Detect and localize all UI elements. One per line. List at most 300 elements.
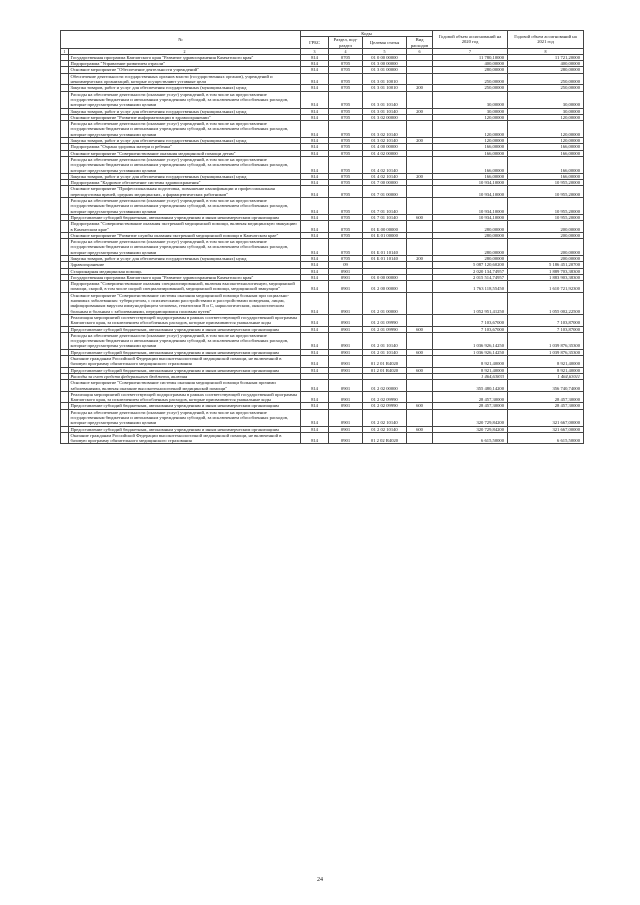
row-target-cell: 01 7 01 10140 — [363, 198, 407, 215]
row-name-cell: Основное мероприятие "Профессиональная подготовка, повышение квалификации и профессиональная переподготовка врачей, средних медицинских, а фармацевтических работников" — [69, 186, 301, 198]
row-2020-cell: 10 934,10000 — [433, 214, 508, 220]
row-name-cell: Здравоохранение — [69, 262, 301, 268]
row-2020-cell: 10 934,10000 — [433, 180, 508, 186]
row-2021-cell: 7 103,87000 — [508, 314, 584, 326]
row-vid-cell: 600 — [407, 214, 433, 220]
row-target-cell: 01 3 01 10010 — [363, 73, 407, 85]
row-vid-cell — [407, 432, 433, 444]
row-target-cell: 01 2 02 R4020 — [363, 432, 407, 444]
row-index-cell — [61, 91, 69, 108]
row-vid-cell — [407, 391, 433, 403]
row-razdel-cell: 0705 — [329, 221, 363, 233]
row-2021-cell: 321 667,00000 — [508, 426, 584, 432]
row-grbs-cell: 814 — [301, 239, 329, 256]
row-index-cell — [61, 314, 69, 326]
row-2020-cell: 250,00000 — [433, 85, 508, 91]
row-grbs-cell: 814 — [301, 274, 329, 280]
row-vid-cell — [407, 409, 433, 426]
row-razdel-cell: 0901 — [329, 274, 363, 280]
row-vid-cell — [407, 91, 433, 108]
row-2021-cell: 250,00000 — [508, 73, 584, 85]
row-target-cell: 01 3 00 00000 — [363, 61, 407, 67]
row-2020-cell: 30,00000 — [433, 108, 508, 114]
row-target-cell: 01 0 00 00000 — [363, 54, 407, 60]
row-grbs-cell: 814 — [301, 114, 329, 120]
row-name-cell: Расходы на обеспечение деятельности (оказание услуг) учреждений, в том числе на предоставление государственным бюджетным и автономным учреждениям субсидий, за исключением обособленных расходов, которые предусмотрены уставными целями — [69, 332, 301, 349]
row-target-cell: 01 4 00 00000 — [363, 144, 407, 150]
row-grbs-cell: 814 — [301, 409, 329, 426]
row-target-cell: 01 7 00 00000 — [363, 180, 407, 186]
row-razdel-cell: 0705 — [329, 54, 363, 60]
row-target-cell: 01 0 00 00000 — [363, 274, 407, 280]
row-2020-cell: 320 729,84200 — [433, 409, 508, 426]
row-name-cell: Закупка товаров, работ и услуг для обеспечения государственных (муниципальных) нужд — [69, 85, 301, 91]
row-grbs-cell: 814 — [301, 54, 329, 60]
col-number: 1 — [61, 48, 69, 54]
row-razdel-cell: 0705 — [329, 156, 363, 173]
row-target-cell: 01 3 02 10140 — [363, 138, 407, 144]
row-2020-cell: 120,00000 — [433, 114, 508, 120]
row-razdel-cell: 0705 — [329, 114, 363, 120]
row-name-cell: Расходы за счет средств федерального бюджета, включая — [69, 373, 301, 379]
row-vid-cell — [407, 221, 433, 233]
row-name-cell: Закупка товаров, работ и услуг для обеспечения государственных (муниципальных) нужд — [69, 173, 301, 179]
row-index-cell — [61, 292, 69, 314]
row-name-cell: Предоставление субсидий бюджетным, автономным учреждениям и иным некоммерческим организациям — [69, 214, 301, 220]
row-razdel-cell: 0705 — [329, 144, 363, 150]
table-row — [61, 221, 584, 233]
row-name-cell: Предоставление субсидий бюджетным, автономным учреждениям и иным некоммерческим организациям — [69, 326, 301, 332]
table-row — [61, 332, 584, 349]
row-grbs-cell: 814 — [301, 426, 329, 432]
row-name-cell: Расходы на обеспечение деятельности (оказание услуг) учреждений, в том числе на предоставление государственным бюджетным и автономным учреждениям субсидий, за исключением обособленных расходов, которые предусмотрены уставными целями — [69, 121, 301, 138]
row-grbs-cell: 814 — [301, 262, 329, 268]
row-target-cell: 01 3 01 10140 — [363, 91, 407, 108]
row-2021-cell: 200,00000 — [508, 239, 584, 256]
row-2021-cell: 200,00000 — [508, 255, 584, 261]
row-2021-cell: 6 615,50000 — [508, 432, 584, 444]
row-name-cell: Подпрограмма "Совершенствование оказания экстренной медицинской помощи, включая медицинскую эвакуацию в Камчатском крае" — [69, 221, 301, 233]
col-number: 6 — [407, 48, 433, 54]
row-grbs-cell: 814 — [301, 150, 329, 156]
row-target-cell: 01 2 01 R4020 — [363, 356, 407, 368]
row-vid-cell: 600 — [407, 403, 433, 409]
row-index-cell — [61, 281, 69, 293]
row-razdel-cell: 0901 — [329, 332, 363, 349]
row-razdel-cell: 0705 — [329, 91, 363, 108]
row-2021-cell: 11 721,20000 — [508, 54, 584, 60]
row-2021-cell: 400,00000 — [508, 61, 584, 67]
row-2020-cell: 1 036 926,14250 — [433, 332, 508, 349]
row-target-cell: 01 2 01 09990 — [363, 326, 407, 332]
row-razdel-cell: 0705 — [329, 180, 363, 186]
row-razdel-cell: 0901 — [329, 326, 363, 332]
row-vid-cell: 200 — [407, 108, 433, 114]
table-row — [61, 391, 584, 403]
row-grbs-cell: 814 — [301, 156, 329, 173]
row-2021-cell: 10 955,20000 — [508, 186, 584, 198]
row-grbs-cell: 814 — [301, 391, 329, 403]
row-vid-cell: 200 — [407, 255, 433, 261]
table-row — [61, 380, 584, 392]
row-2021-cell: 166,00000 — [508, 156, 584, 173]
row-grbs-cell: 814 — [301, 314, 329, 326]
row-razdel-cell: 0705 — [329, 232, 363, 238]
row-name-cell: Реализация мероприятий соответствующей подпрограммы в рамках соответствующей государственной программы Камчатского края, за исключением обособленных расходов, которые присваиваются уникальные коды — [69, 391, 301, 403]
row-index-cell — [61, 221, 69, 233]
row-grbs-cell: 814 — [301, 281, 329, 293]
row-grbs-cell: 814 — [301, 85, 329, 91]
row-2020-cell: 7 103,67000 — [433, 314, 508, 326]
row-name-cell: Подпрограмма "Управление развитием отрасли" — [69, 61, 301, 67]
table-row — [61, 432, 584, 444]
row-name-cell: Основное мероприятие "Обеспечение деятельности учреждений" — [69, 67, 301, 73]
row-grbs-cell: 814 — [301, 356, 329, 368]
row-2021-cell: 321 667,00000 — [508, 409, 584, 426]
table-row — [61, 409, 584, 426]
header-vol-2021: Годовой объем ассигнований на 2021 год — [508, 31, 584, 49]
row-index-cell — [61, 332, 69, 349]
row-name-cell: Государственная программа Камчатского края "Развитие здравоохранения Камчатского края" — [69, 54, 301, 60]
table-row — [61, 292, 584, 314]
row-razdel-cell: 0705 — [329, 67, 363, 73]
row-2021-cell: 200,00000 — [508, 232, 584, 238]
header-razdel: Раздел, под-раздел — [329, 37, 363, 49]
row-2021-cell: 120,00000 — [508, 138, 584, 144]
row-razdel-cell: 0901 — [329, 367, 363, 373]
row-target-cell: 01 Б 00 00000 — [363, 221, 407, 233]
row-vid-cell — [407, 380, 433, 392]
row-2021-cell: 8 921,40000 — [508, 367, 584, 373]
row-vid-cell — [407, 198, 433, 215]
row-name-cell: Подпрограмма "Совершенствование оказания специализированной, включая высокотехнологичную, медицинской помощи, скорой, в том числе скорой специализированной, медицинской помощи, медицинской эвакуации" — [69, 281, 301, 293]
row-2020-cell: 30,00000 — [433, 91, 508, 108]
row-vid-cell: 200 — [407, 138, 433, 144]
row-name-cell: Оказание гражданам Российской Федерации высокотехнологичной медицинской помощи, не включенной в базовую программу обязательного медицинского страхования — [69, 432, 301, 444]
row-vid-cell — [407, 156, 433, 173]
table-row — [61, 121, 584, 138]
row-grbs-cell: 814 — [301, 67, 329, 73]
col-number: 5 — [363, 48, 407, 54]
row-grbs-cell: 814 — [301, 180, 329, 186]
row-2020-cell: 1 763 118,55450 — [433, 281, 508, 293]
row-name-cell: Подпрограмма "Охрана здоровья матери и ребенка" — [69, 144, 301, 150]
row-grbs-cell: 814 — [301, 198, 329, 215]
row-grbs-cell: 814 — [301, 403, 329, 409]
row-2020-cell: 11 780,10000 — [433, 54, 508, 60]
row-2020-cell: 280,00000 — [433, 221, 508, 233]
row-2021-cell: 1 039 876,35300 — [508, 349, 584, 355]
row-2021-cell: 28 457,30000 — [508, 391, 584, 403]
row-name-cell: Расходы на обеспечение деятельности (оказание услуг) учреждений, в том числе на предоставление государственным бюджетным и автономным учреждениям субсидий, за исключением обособленных расходов, которые предусмотрены уставными целями — [69, 409, 301, 426]
table-row — [61, 198, 584, 215]
row-name-cell: Расходы на обеспечение деятельности (оказание услуг) учреждений, в том числе на предоставление государственным бюджетным и автономным учреждениям субсидий, за исключением обособленных расходов, которые предусмотрены уставными целями — [69, 198, 301, 215]
col-number: 4 — [329, 48, 363, 54]
row-target-cell: 01 Б 01 10140 — [363, 255, 407, 261]
row-razdel-cell: 0705 — [329, 255, 363, 261]
header-num: № — [61, 31, 301, 49]
row-index-cell — [61, 356, 69, 368]
row-target-cell: 01 4 02 10140 — [363, 173, 407, 179]
row-grbs-cell: 814 — [301, 186, 329, 198]
row-index-cell — [61, 121, 69, 138]
row-2020-cell: 5 087 120,60200 — [433, 262, 508, 268]
row-target-cell: 01 2 02 10140 — [363, 409, 407, 426]
row-name-cell: Оказание гражданам Российской Федерации высокотехнологичной медицинской помощи, не включенной в базовую программу обязательного медицинского страхования — [69, 356, 301, 368]
row-index-cell — [61, 198, 69, 215]
row-2021-cell: 1 039 876,35300 — [508, 332, 584, 349]
row-2020-cell: 250,00000 — [433, 73, 508, 85]
row-razdel-cell: 0705 — [329, 73, 363, 85]
row-name-cell: Предоставление субсидий бюджетным, автономным учреждениям и иным некоммерческим организациям — [69, 403, 301, 409]
table-row — [61, 91, 584, 108]
row-name-cell: Основное мероприятие "Развитие службы оказания экстренной медицинской помощи в Камчатском крае" — [69, 232, 301, 238]
row-razdel-cell: 0901 — [329, 380, 363, 392]
row-name-cell: Предоставление субсидий бюджетным, автономным учреждениям и иным некоммерческим организациям — [69, 349, 301, 355]
row-2021-cell: 120,00000 — [508, 121, 584, 138]
row-razdel-cell: 0901 — [329, 356, 363, 368]
row-2021-cell: 166,00000 — [508, 144, 584, 150]
row-grbs-cell: 814 — [301, 326, 329, 332]
row-name-cell: Подпрограмма "Кадровое обеспечение системы здравоохранения" — [69, 180, 301, 186]
row-razdel-cell: 0901 — [329, 409, 363, 426]
row-name-cell: Основное мероприятие "Совершенствование системы оказания медицинской помощи больным при социально-значимых заболеваниях: туберкулезом, с психическими расстройствами и расстройствами поведения, лицам, инфицированным вирусом иммунодефицита человека, гепатитами B и C, наркологическим, онкологическим больным и больным с заболеваниями, передающимися половым путем" — [69, 292, 301, 314]
row-razdel-cell: 0705 — [329, 214, 363, 220]
row-vid-cell — [407, 186, 433, 198]
row-grbs-cell: 814 — [301, 221, 329, 233]
row-target-cell: 01 3 01 10010 — [363, 85, 407, 91]
row-2020-cell: 166,00000 — [433, 156, 508, 173]
row-target-cell: 01 3 01 10140 — [363, 108, 407, 114]
row-razdel-cell: 0705 — [329, 239, 363, 256]
row-vid-cell — [407, 292, 433, 314]
row-vid-cell — [407, 73, 433, 85]
col-number: 7 — [433, 48, 508, 54]
row-2020-cell: 120,00000 — [433, 121, 508, 138]
row-name-cell: Основное мероприятие "Совершенствование системы оказания медицинской помощи больным прочими заболеваниями, включая оказание высокотехнологичной медицинской помощи" — [69, 380, 301, 392]
header-vid: Вид расходов — [407, 37, 433, 49]
row-target-cell: 01 Б 01 10140 — [363, 239, 407, 256]
row-target-cell: 01 4 02 10140 — [363, 156, 407, 173]
row-2020-cell: 2 020 134,74957 — [433, 268, 508, 274]
row-razdel-cell: 0705 — [329, 150, 363, 156]
row-2021-cell: 1 464,63011 — [508, 373, 584, 379]
row-grbs-cell: 814 — [301, 232, 329, 238]
row-vid-cell — [407, 356, 433, 368]
row-vid-cell — [407, 314, 433, 326]
row-index-cell — [61, 380, 69, 392]
row-grbs-cell: 814 — [301, 214, 329, 220]
row-2020-cell: 10 934,10000 — [433, 186, 508, 198]
row-target-cell: 01 2 02 09990 — [363, 403, 407, 409]
row-2021-cell: 166,00000 — [508, 173, 584, 179]
row-grbs-cell: 814 — [301, 73, 329, 85]
row-name-cell: Закупка товаров, работ и услуг для обеспечения государственных (муниципальных) нужд — [69, 108, 301, 114]
row-razdel-cell: 0901 — [329, 349, 363, 355]
row-2021-cell: 356 740,74000 — [508, 380, 584, 392]
row-2020-cell: 8 921,40000 — [433, 367, 508, 373]
row-2021-cell: 7 103,87000 — [508, 326, 584, 332]
row-razdel-cell: 0901 — [329, 268, 363, 274]
row-grbs-cell: 814 — [301, 432, 329, 444]
row-razdel-cell: 0901 — [329, 403, 363, 409]
row-razdel-cell: 0901 — [329, 426, 363, 432]
row-2020-cell: 28 457,30000 — [433, 391, 508, 403]
row-grbs-cell: 814 — [301, 292, 329, 314]
row-razdel-cell: 0705 — [329, 186, 363, 198]
row-2021-cell: 1 883 903,38300 — [508, 274, 584, 280]
row-2020-cell: 166,00000 — [433, 144, 508, 150]
row-vid-cell — [407, 239, 433, 256]
col-number: 8 — [508, 48, 584, 54]
row-grbs-cell: 814 — [301, 108, 329, 114]
row-razdel-cell: 0901 — [329, 391, 363, 403]
row-2021-cell: 30,00000 — [508, 108, 584, 114]
row-razdel-cell: 0705 — [329, 121, 363, 138]
row-index-cell — [61, 186, 69, 198]
row-name-cell: Закупка товаров, работ и услуг для обеспечения государственных (муниципальных) нужд — [69, 138, 301, 144]
row-index-cell — [61, 239, 69, 256]
row-name-cell: Реализация мероприятий соответствующей подпрограммы в рамках соответствующей государственной программы Камчатского края, за исключением обособленных расходов, которые присваиваются уникальные коды — [69, 314, 301, 326]
row-target-cell: 01 Б 01 00000 — [363, 232, 407, 238]
row-2020-cell: 280,00000 — [433, 239, 508, 256]
row-2020-cell: 2 015 514,74957 — [433, 274, 508, 280]
row-grbs-cell: 814 — [301, 173, 329, 179]
row-2020-cell: 8 921,40000 — [433, 356, 508, 368]
row-name-cell: Обеспечение деятельности государственных органов власти (государственных органов), учреждений и некоммерческих организаций, которые осуществляют уставные цели — [69, 73, 301, 85]
row-grbs-cell: 814 — [301, 138, 329, 144]
row-grbs-cell: 814 — [301, 349, 329, 355]
row-name-cell: Предоставление субсидий бюджетным, автономным учреждениям и иным некоммерческим организациям — [69, 367, 301, 373]
row-name-cell: Закупка товаров, работ и услуг для обеспечения государственных (муниципальных) нужд — [69, 255, 301, 261]
row-name-cell: Стационарная медицинская помощь — [69, 268, 301, 274]
row-razdel-cell: 0901 — [329, 292, 363, 314]
page-number: 24 — [317, 877, 323, 883]
row-2020-cell: 400,00000 — [433, 61, 508, 67]
header-vol-2020: Годовой объем ассигнований на 2020 год — [433, 31, 508, 49]
row-target-cell: 01 2 02 10140 — [363, 426, 407, 432]
row-name-cell: Государственная программа Камчатского края "Развитие здравоохранения Камчатского края" — [69, 274, 301, 280]
row-target-cell: 01 3 02 10140 — [363, 121, 407, 138]
row-name-cell: Расходы на обеспечение деятельности (оказание услуг) учреждений, в том числе на предоставление государственным бюджетным и автономным учреждениям субсидий, за исключением обособленных расходов, которые предусмотрены уставными целями — [69, 156, 301, 173]
row-2021-cell: 200,00000 — [508, 221, 584, 233]
row-target-cell: 01 2 00 00000 — [363, 281, 407, 293]
row-2020-cell: 280,00000 — [433, 232, 508, 238]
row-target-cell: 01 2 01 10140 — [363, 349, 407, 355]
row-2021-cell: 166,00000 — [508, 150, 584, 156]
row-index-cell — [61, 391, 69, 403]
table-row — [61, 73, 584, 85]
row-2021-cell: 10 955,20000 — [508, 214, 584, 220]
header-grbs: ГРБС — [301, 37, 329, 49]
row-razdel-cell: 0705 — [329, 138, 363, 144]
table-row — [61, 314, 584, 326]
row-target-cell: 01 2 01 10140 — [363, 332, 407, 349]
row-2020-cell: 10 934,10000 — [433, 198, 508, 215]
row-vid-cell: 600 — [407, 326, 433, 332]
row-razdel-cell: 0901 — [329, 281, 363, 293]
row-target-cell: 01 2 02 09990 — [363, 391, 407, 403]
row-2020-cell: 120,00000 — [433, 138, 508, 144]
row-index-cell — [61, 156, 69, 173]
row-grbs-cell: 814 — [301, 144, 329, 150]
row-grbs-cell: 814 — [301, 61, 329, 67]
row-target-cell: 01 7 01 10140 — [363, 214, 407, 220]
row-razdel-cell: 0705 — [329, 61, 363, 67]
table-row — [61, 156, 584, 173]
row-2021-cell: 280,00000 — [508, 67, 584, 73]
row-2020-cell: 320 729,84200 — [433, 426, 508, 432]
row-razdel-cell: 0705 — [329, 198, 363, 215]
row-grbs-cell: 814 — [301, 255, 329, 261]
row-target-cell: 01 2 01 00000 — [363, 292, 407, 314]
row-razdel-cell: 0901 — [329, 314, 363, 326]
row-target-cell: 01 7 01 00000 — [363, 186, 407, 198]
row-index-cell — [61, 409, 69, 426]
row-grbs-cell: 814 — [301, 121, 329, 138]
row-2020-cell: 28 457,30000 — [433, 403, 508, 409]
col-number: 2 — [69, 48, 301, 54]
row-index-cell — [61, 432, 69, 444]
row-2021-cell: 250,00000 — [508, 85, 584, 91]
row-vid-cell — [407, 332, 433, 349]
header-codes: Коды — [301, 31, 433, 37]
row-razdel-cell: 0901 — [329, 432, 363, 444]
budget-table-sheet — [60, 30, 583, 444]
row-index-cell — [61, 73, 69, 85]
row-2020-cell: 280,00000 — [433, 255, 508, 261]
row-2021-cell: 28 457,30000 — [508, 403, 584, 409]
row-2021-cell: 1 055 002,22500 — [508, 292, 584, 314]
row-target-cell: 01 2 01 09990 — [363, 314, 407, 326]
table-body — [61, 54, 584, 444]
row-grbs-cell: 814 — [301, 91, 329, 108]
row-grbs-cell: 814 — [301, 268, 329, 274]
row-2020-cell: 6 615,50000 — [433, 432, 508, 444]
row-vid-cell: 200 — [407, 173, 433, 179]
row-2021-cell: 5 186 451,20700 — [508, 262, 584, 268]
row-2020-cell: 1 464,63833 — [433, 373, 508, 379]
row-vid-cell: 600 — [407, 367, 433, 373]
row-target-cell: 01 4 02 00000 — [363, 150, 407, 156]
row-razdel-cell: 0705 — [329, 108, 363, 114]
col-number: 3 — [301, 48, 329, 54]
row-2021-cell: 120,00000 — [508, 114, 584, 120]
table-row — [61, 186, 584, 198]
row-2020-cell: 355 480,14200 — [433, 380, 508, 392]
row-vid-cell: 600 — [407, 349, 433, 355]
row-2020-cell: 280,00000 — [433, 67, 508, 73]
row-2020-cell: 166,00000 — [433, 150, 508, 156]
row-grbs-cell: 814 — [301, 380, 329, 392]
row-2020-cell: 166,00000 — [433, 173, 508, 179]
row-2021-cell: 30,00000 — [508, 91, 584, 108]
table-row — [61, 239, 584, 256]
header-target: Целевая статья — [363, 37, 407, 49]
row-vid-cell: 200 — [407, 85, 433, 91]
row-vid-cell — [407, 281, 433, 293]
row-name-cell: Предоставление субсидий бюджетным, автономным учреждениям и иным некоммерческим организациям — [69, 426, 301, 432]
row-target-cell: 01 2 01 R4020 — [363, 367, 407, 373]
row-name-cell: Основное мероприятие "Совершенствование оказания медицинской помощи детям" — [69, 150, 301, 156]
row-razdel-cell: 0705 — [329, 85, 363, 91]
row-grbs-cell: 814 — [301, 367, 329, 373]
row-razdel-cell: 09 — [329, 262, 363, 268]
row-2021-cell: 10 955,20000 — [508, 180, 584, 186]
row-2020-cell: 7 103,67000 — [433, 326, 508, 332]
row-vid-cell — [407, 121, 433, 138]
row-2021-cell: 1 610 721,92300 — [508, 281, 584, 293]
